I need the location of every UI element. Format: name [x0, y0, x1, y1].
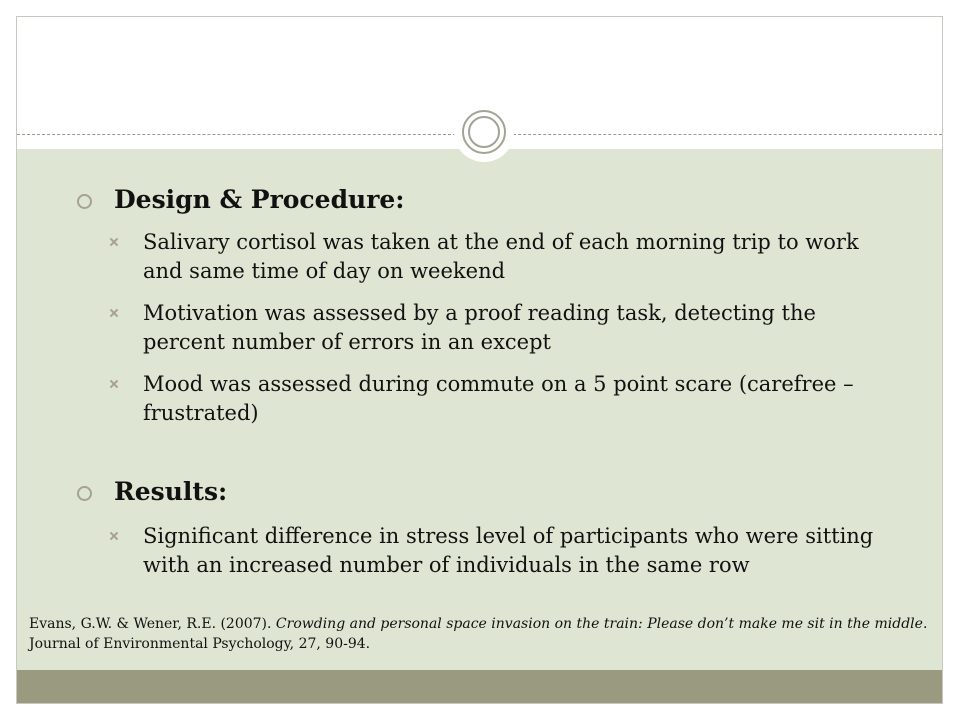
- section-title: Results:: [114, 477, 228, 506]
- citation-title: Crowding and personal space invasion on the train: Please don’t make me sit in the middle: [275, 616, 923, 632]
- slide-content-area: [17, 149, 942, 670]
- citation-source: . Journal of Environmental Psychology, 27, 90-94.: [29, 616, 928, 652]
- ornament-outer-ring: [462, 110, 506, 154]
- section-heading: [77, 477, 227, 507]
- section-title: Design & Procedure:: [114, 185, 405, 214]
- x-bullet-icon: [107, 529, 121, 543]
- x-bullet-icon: [107, 377, 121, 391]
- x-bullet-icon: [107, 235, 121, 249]
- list-item-text: Mood was assessed during commute on a 5 point scare (carefree – frustrated): [143, 372, 854, 425]
- circle-bullet-icon: [77, 486, 92, 501]
- circle-bullet-icon: [77, 194, 92, 209]
- citation: [29, 614, 929, 654]
- ornament-inner-ring: [468, 116, 500, 148]
- slide: [16, 16, 943, 704]
- list-item-text: Motivation was assessed by a proof reading task, detecting the percent number of errors in an except: [143, 301, 816, 354]
- x-bullet-icon: [107, 306, 121, 320]
- list-item-text: Significant difference in stress level of participants who were sitting with an increased number of individuals in the same row: [143, 524, 874, 577]
- list-item-text: Salivary cortisol was taken at the end of each morning trip to work and same time of day on weekend: [143, 230, 859, 283]
- footer-bar: [17, 670, 942, 704]
- section-heading: [77, 185, 405, 215]
- citation-authors: Evans, G.W. & Wener, R.E. (2007).: [29, 616, 276, 632]
- circle-ornament-icon: [454, 102, 514, 162]
